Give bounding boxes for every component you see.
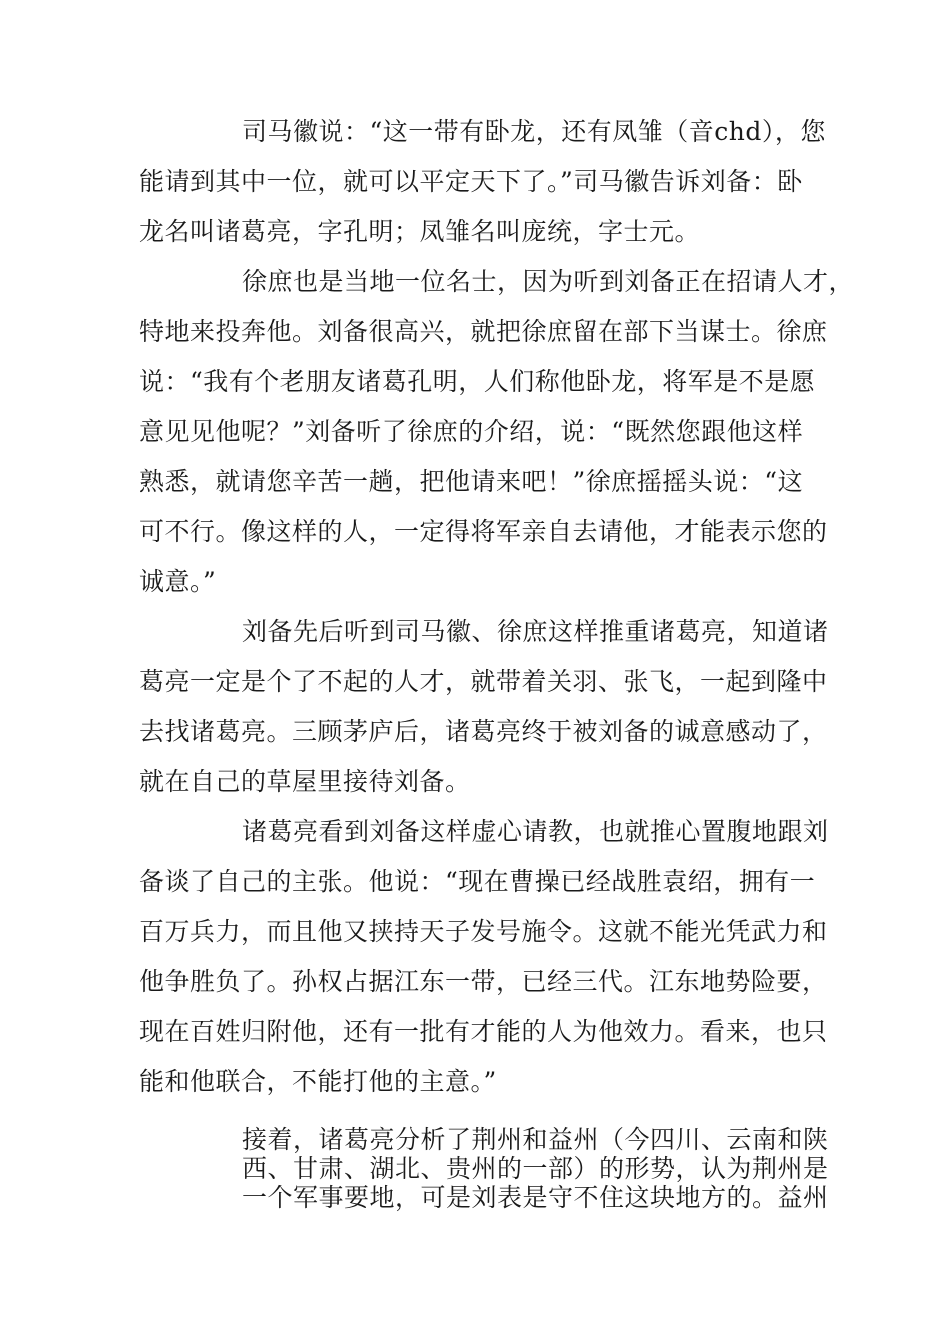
paragraph-4-line-2: 备谈了自己的主张。他说：“现在曹操已经战胜袁绍，拥有一 xyxy=(139,867,816,896)
paragraph-5-line-2: 西、甘肃、湖北、贵州的一部）的形势，认为荆州是 xyxy=(242,1154,829,1183)
paragraph-2-line-1: 徐庶也是当地一位名士，因为听到刘备正在招请人才， xyxy=(242,267,855,296)
paragraph-1-line-2: 能请到其中一位，就可以平定天下了。”司马徽告诉刘备：卧 xyxy=(139,167,803,196)
paragraph-3-line-4: 就在自己的草屋里接待刘备。 xyxy=(139,767,471,796)
paragraph-3-line-1: 刘备先后听到司马徽、徐庶这样推重诸葛亮，知道诸 xyxy=(242,617,829,646)
paragraph-5-line-3: 一个军事要地，可是刘表是守不住这块地方的。益州 xyxy=(242,1183,829,1212)
paragraph-2-line-6: 可不行。像这样的人，一定得将军亲自去请他，才能表示您的 xyxy=(139,517,828,546)
paragraph-1-line-3: 龙名叫诸葛亮，字孔明；凤雏名叫庞统，字士元。 xyxy=(139,217,701,246)
paragraph-4-line-5: 现在百姓归附他，还有一批有才能的人为他效力。看来，也只 xyxy=(139,1017,828,1046)
paragraph-3-line-2: 葛亮一定是个了不起的人才，就带着关羽、张飞，一起到隆中 xyxy=(139,667,828,696)
paragraph-4-line-4: 他争胜负了。孙权占据江东一带，已经三代。江东地势险要， xyxy=(139,967,828,996)
paragraph-2-line-2: 特地来投奔他。刘备很高兴，就把徐庶留在部下当谋士。徐庶 xyxy=(139,317,828,346)
paragraph-2-line-7: 诚意。” xyxy=(139,567,217,596)
paragraph-4-line-6: 能和他联合，不能打他的主意。” xyxy=(139,1067,497,1096)
paragraph-5-line-1: 接着，诸葛亮分析了荆州和益州（今四川、云南和陕 xyxy=(242,1125,829,1154)
paragraph-4-line-3: 百万兵力，而且他又挟持天子发号施令。这就不能光凭武力和 xyxy=(139,917,828,946)
paragraph-2-line-4: 意见见他呢？”刘备听了徐庶的介绍，说：“既然您跟他这样 xyxy=(139,417,804,446)
paragraph-4-line-1: 诸葛亮看到刘备这样虚心请教，也就推心置腹地跟刘 xyxy=(242,817,829,846)
paragraph-2-line-3: 说：“我有个老朋友诸葛孔明，人们称他卧龙，将军是不是愿 xyxy=(139,367,816,396)
paragraph-3-line-3: 去找诸葛亮。三顾茅庐后，诸葛亮终于被刘备的诚意感动了， xyxy=(139,717,828,746)
paragraph-2-line-5: 熟悉，就请您辛苦一趟，把他请来吧！”徐庶摇摇头说：“这 xyxy=(139,467,804,496)
paragraph-1-line-1: 司马徽说：“这一带有卧龙，还有凤雏（音chd），您 xyxy=(242,117,826,146)
